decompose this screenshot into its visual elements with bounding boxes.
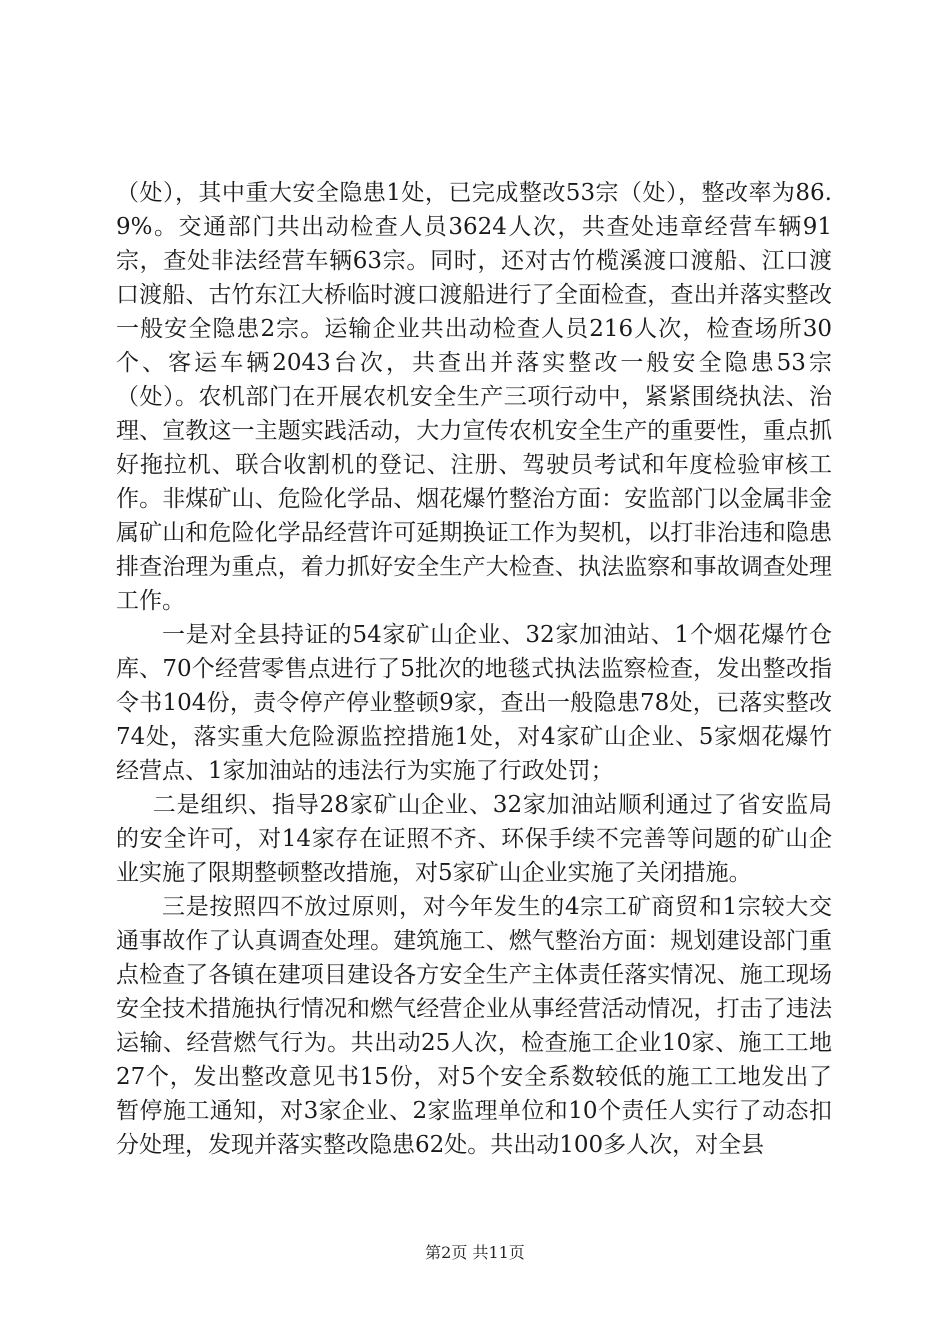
paragraph-item-three: 三是按照四不放过原则，对今年发生的4宗工矿商贸和1宗较大交通事故作了认真调查处理。建筑施工、燃气整治方面：规划建设部门重点检查了各镇在建项目建设各方安全生产主体责任落实情况、施工现场安全技术措施执行情况和燃气经营企业从事经营活动情况，打击了违法运输、经营燃气行为。共出动25人次，检查施工企业10家、施工工地27个，发出整改意见书15份，对5个安全系数较低的施工工地发出了暂停施工通知，对3家企业、2家监理单位和10个责任人实行了动态扣分处理，发现并落实整改隐患62处。共出动100多人次，对全县 (116, 894, 832, 1158)
paragraph-continuation: （处），其中重大安全隐患1处，已完成整改53宗（处），整改率为86.9%。交通部门共出动检查人员3624人次，共查处违章经营车辆91宗，查处非法经营车辆63宗。同时，还对古竹榄溪渡口渡船、江口渡口渡船、古竹东江大桥临时渡口渡船进行了全面检查，查出并落实整改一般安全隐患2宗。运输企业共出动检查人员216人次，检查场所30个、客运车辆2043台次，共查出并落实整改一般安全隐患53宗（处）。农机部门在开展农机安全生产三项行动中，紧紧围绕执法、治理、宣教这一主题实践活动，大力宣传农机安全生产的重要性，重点抓好拖拉机、联合收割机的登记、注册、驾驶员考试和年度检验审核工作。非煤矿山、危险化学品、烟花爆竹整治方面：安监部门以金属非金属矿山和危险化学品经营许可延期换证工作为契机，以打非治违和隐患排查治理为重点，着力抓好安全生产大检查、执法监察和事故调查处理工作。 (116, 180, 832, 614)
paragraph-item-one: 一是对全县持证的54家矿山企业、32家加油站、1个烟花爆竹仓库、70个经营零售点进行了5批次的地毯式执法监察检查，发出整改指令书104份，责令停产停业整顿9家，查出一般隐患78处，已落实整改74处，落实重大危险源监控措施1处，对4家矿山企业、5家烟花爆竹经营点、1家加油站的违法行为实施了行政处罚； (116, 622, 832, 784)
page-number-footer: 第2页 共11页 (425, 1243, 525, 1262)
document-body (116, 176, 832, 1162)
paragraph-item-two: 二是组织、指导28家矿山企业、32家加油站顺利通过了省安监局的安全许可，对14家存在证照不齐、环保手续不完善等问题的矿山企业实施了限期整顿整改措施，对5家矿山企业实施了关闭措施。 (116, 792, 832, 886)
